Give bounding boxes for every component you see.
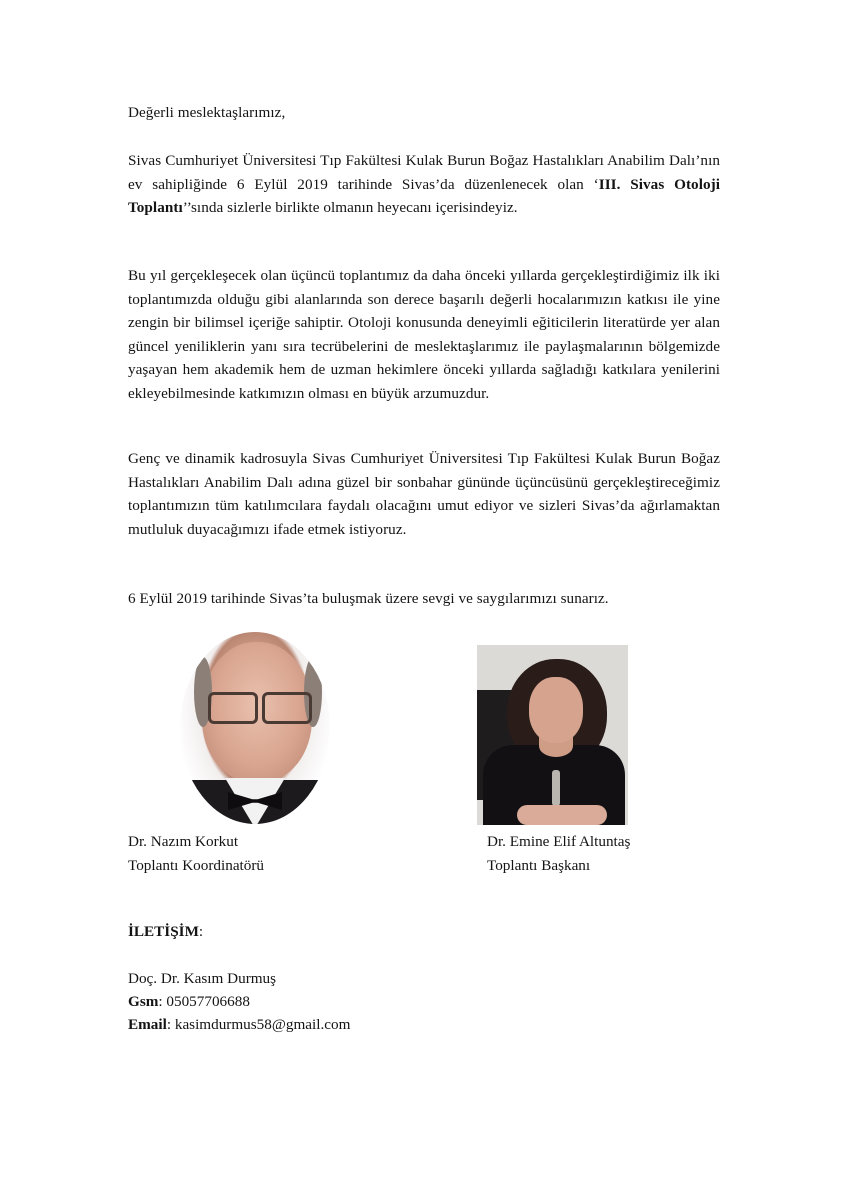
caption-person-1: [128, 830, 264, 877]
paragraph-invitation: [128, 149, 720, 220]
face-shape: [529, 677, 583, 743]
contact-title-colon: :: [198, 923, 204, 940]
gsm-value[interactable]: : 05057706688: [158, 993, 250, 1010]
contact-heading: [128, 920, 203, 944]
glasses-shape: [208, 692, 258, 724]
necklace-shape: [552, 770, 560, 806]
email-value[interactable]: : kasimdurmus58@gmail.com: [166, 1016, 351, 1033]
contact-title: İLETİŞİM: [128, 923, 199, 940]
paragraph-department: Genç ve dinamik kadrosuyla Sivas Cumhuriyet Üniversitesi Tıp Fakültesi Kulak Burun Boğaz Hastalıkları Anabilim Dalı adına güzel bir sonbahar gününde üçüncüsünü gerçekleştireceğimiz toplantımızın tüm katılımcılara faydalı olacağını umut ediyor ve sizleri Sivas’da ağırlamaktan mutluluk duyacağımızı ifade etmek istiyoruz.: [128, 450, 720, 538]
hands-shape: [517, 805, 607, 825]
contact-email: [128, 1013, 350, 1037]
glasses-shape: [262, 692, 312, 724]
event-name: III. Sivas Otoloji Toplantı: [128, 175, 720, 216]
greeting: Değerli meslektaşlarımız,: [128, 104, 286, 121]
person-role: Toplantı Başkanı: [487, 856, 591, 874]
person-role: Toplantı Koordinatörü: [128, 856, 265, 874]
portrait-photo-emine-elif-altuntas: [477, 645, 628, 825]
contact-gsm: [128, 990, 250, 1014]
paragraph-closing: 6 Eylül 2019 tarihinde Sivas’ta buluşmak üzere sevgi ve saygılarımızı sunarız.: [128, 590, 609, 607]
person-name: Dr. Emine Elif Altuntaş: [487, 833, 631, 850]
portrait-photo-nazim-korkut: [180, 632, 330, 824]
paragraph-content: Bu yıl gerçekleşecek olan üçüncü toplantımız da daha önceki yıllarda gerçekleştirdiğimiz ilk iki toplantımızda olduğu gibi alanlarında son derece başarılı değerli hocalarımızın katkısı ile yine zengin bir bilimsel içeriğe sahiptir. Otoloji konusunda deneyimli eğiticilerin literatürde yer alan güncel yeniliklerin yanı sıra tecrübelerini de meslektaşlarımız ile paylaşmalarının bölgemizde yaşayan hem akademik hem de uzman hekimlere önceki yıllarda sağladığı katkılara yenilerini ekleyebilmesinde katkımızın olması en büyük arzumuzdur.: [128, 267, 720, 402]
paragraph-text: ’’sında sizlerle birlikte olmanın heyecanı içerisindeyiz.: [182, 199, 518, 216]
person-name: Dr. Nazım Korkut: [128, 833, 239, 850]
paragraph-text: Sivas Cumhuriyet Üniversitesi Tıp Fakültesi Kulak Burun Boğaz Hastalıkları Anabilim Dalı’nın ev sahipliğinde 6 Eylül 2019 tarihinde Sivas’da düzenlenecek olan ‘: [128, 152, 720, 193]
caption-person-2: [487, 830, 630, 877]
gsm-label: Gsm: [128, 993, 159, 1010]
email-label: Email: [128, 1016, 167, 1033]
contact-name: Doç. Dr. Kasım Durmuş: [128, 970, 277, 987]
